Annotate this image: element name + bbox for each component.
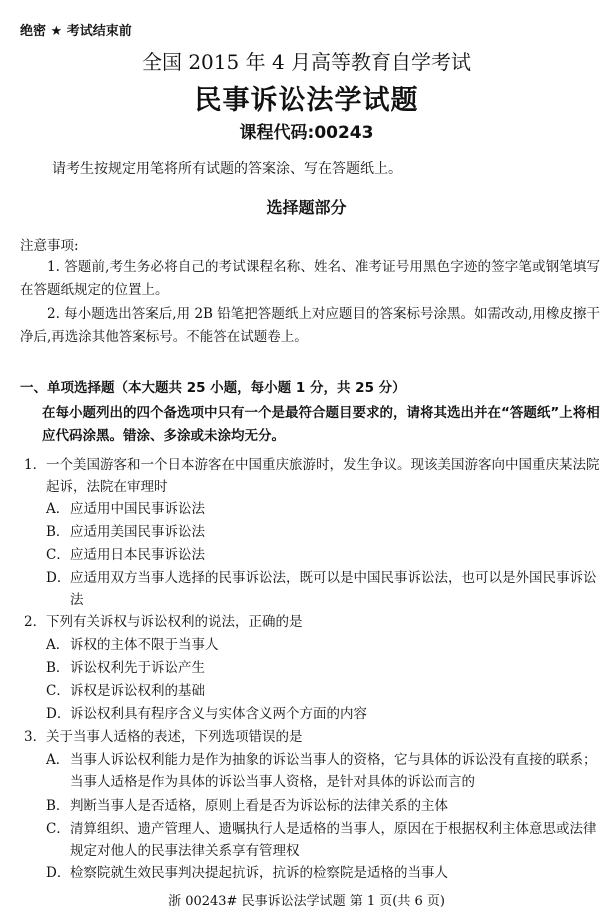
option-label: C． <box>46 683 70 699</box>
option-text: 诉讼权利具有程序含义与实体含义两个方面的内容 <box>70 706 367 722</box>
option-label: D． <box>46 865 71 881</box>
course-code: 课程代码:00243 <box>239 123 374 143</box>
option-label: C． <box>46 821 70 837</box>
question-text: 关于当事人适格的表述，下列选项错误的是 <box>46 729 303 745</box>
option-text: 应适用日本民事诉讼法 <box>70 547 205 563</box>
section-heading: 选择题部分 <box>266 198 347 217</box>
question-number: 3． <box>24 729 47 745</box>
question-1 <box>24 454 604 498</box>
option-text: 应适用中国民事诉讼法 <box>70 501 205 517</box>
option-label: B． <box>46 798 70 814</box>
question-number: 2． <box>24 614 47 630</box>
answer-instruction: 请考生按规定用笔将所有试题的答案涂、写在答题纸上。 <box>52 161 402 177</box>
option-label: C． <box>46 547 70 563</box>
option-text: 检察院就生效民事判决提起抗诉，抗诉的检察院是适格的当事人 <box>70 865 448 881</box>
question-2-option-c <box>46 680 606 702</box>
question-1-option-d <box>46 567 606 611</box>
option-label: A． <box>46 752 70 768</box>
option-text: 应适用美国民事诉讼法 <box>70 524 205 540</box>
question-1-option-a <box>46 498 606 520</box>
notice-item-2: 2. 每小题选出答案后,用 2B 铅笔把答题纸上对应题目的答案标号涂黑。如需改动,用橡皮擦干净后,再选涂其他答案标号。不能答在试题卷上。 <box>20 306 600 345</box>
question-3 <box>24 726 604 748</box>
notice-title: 注意事项: <box>20 238 79 254</box>
question-1-option-b <box>46 521 606 543</box>
part-one-description: 在每小题列出的四个备选项中只有一个是最符合题目要求的，请将其选出并在“答题纸”上将相应代码涂黑。错涂、多涂或未涂均无分。 <box>42 405 600 444</box>
option-text: 判断当事人是否适格，原则上看是否为诉讼标的法律关系的主体 <box>70 798 448 814</box>
option-text: 诉权是诉讼权利的基础 <box>70 683 205 699</box>
option-label: D． <box>46 570 71 586</box>
option-label: B． <box>46 660 70 676</box>
option-label: B． <box>46 524 70 540</box>
question-2-option-b <box>46 657 606 679</box>
question-3-option-d <box>46 862 606 884</box>
option-label: A． <box>46 501 70 517</box>
option-text: 诉讼权利先于诉讼产生 <box>70 660 205 676</box>
option-text: 诉权的主体不限于当事人 <box>70 637 219 653</box>
question-1-option-c <box>46 544 606 566</box>
page-footer: 浙 00243# 民事诉讼法学试题 第 1 页(共 6 页) <box>168 894 445 909</box>
page-title: 民事诉讼法学试题 <box>194 85 419 116</box>
option-text: 当事人诉讼权利能力是作为抽象的诉讼当事人的资格，它与具体的诉讼没有直接的联系；当事人适格是作为具体的诉讼当事人资格，是针对具体的诉讼而言的 <box>70 752 597 790</box>
question-3-option-a <box>46 749 606 793</box>
option-label: A． <box>46 637 70 653</box>
question-2 <box>24 611 604 633</box>
question-text: 一个美国游客和一个日本游客在中国重庆旅游时，发生争议。现该美国游客向中国重庆某法院起诉，法院在审理时 <box>46 457 600 495</box>
question-2-option-a <box>46 634 606 656</box>
question-2-option-d <box>46 703 606 725</box>
part-one-heading: 一、单项选择题（本大题共 25 小题，每小题 1 分，共 25 分） <box>20 380 406 396</box>
option-text: 应适用双方当事人选择的民事诉讼法，既可以是中国民事诉讼法，也可以是外国民事诉讼法 <box>70 570 597 608</box>
notice-item-1: 1. 答题前,考生务必将自己的考试课程名称、姓名、准考证号用黑色字迹的签字笔或钢笔填写在答题纸规定的位置上。 <box>20 259 600 298</box>
question-number: 1． <box>24 457 47 473</box>
question-text: 下列有关诉权与诉讼权利的说法，正确的是 <box>46 614 303 630</box>
exam-title: 全国 2015 年 4 月高等教育自学考试 <box>141 50 472 74</box>
confidential-label: 绝密 ★ 考试结束前 <box>20 24 132 39</box>
option-text: 清算组织、遗产管理人、遗嘱执行人是适格的当事人，原因在于根据权利主体意思或法律规定对他人的民事法律关系享有管理权 <box>70 821 597 859</box>
option-label: D． <box>46 706 71 722</box>
question-3-option-c <box>46 818 606 862</box>
question-3-option-b <box>46 795 606 817</box>
